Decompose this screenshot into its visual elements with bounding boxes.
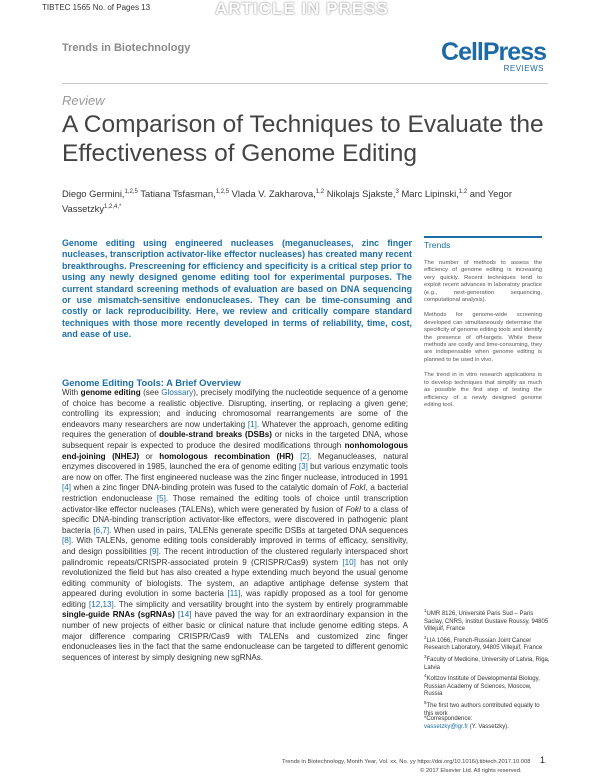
- correspondence-name: (Y. Vassetzky).: [468, 723, 509, 730]
- trends-paragraph: The trend in in vitro research applications is to develop techniques that simplify as much as possible the first step of testing the efficiency of a newly designed genome editing tool.: [424, 372, 542, 408]
- trends-heading: Trends: [424, 240, 451, 250]
- correspondence-email[interactable]: vassetzky@igr.fr: [424, 723, 469, 730]
- abstract: Genome editing using engineered nucleases (meganucleases, zinc finger nucleases, transcription activator-like effector nucleases) has created many recent breakthroughs. Prescreening for efficiency and specificity is a critical step prior to using any newly designed genome editing tool for experimental purposes. The current standard screening methods of evaluation are based on DNA sequencing or use mismatch-sensitive endonucleases. They can be time-consuming and costly or lack reproducibility. Here, we review and critically compare standard techniques with those more recently developed in terms of reliability, time, cost, and ease of use.: [62, 238, 412, 340]
- article-in-press-banner: ARTICLE IN PRESS: [215, 0, 389, 18]
- footer-citation[interactable]: Trends in Biotechnology, Month Year, Vol. xx, No. yy https://doi.org/10.1016/j.tibtech.2017.10.008: [282, 759, 531, 765]
- correspondence: [424, 716, 550, 731]
- page-number: 1: [540, 755, 546, 765]
- trends-paragraph: The number of methods to assess the efficiency of genome editing is increasing very quickly. Recent techniques tend to exploit recent advances in laboratory practice (e.g., next-generation sequencing, computational analysis).: [424, 260, 542, 304]
- trends-box: [424, 236, 542, 417]
- body-paragraph: With genome editing (see Glossary), precisely modifying the nucleotide sequence of a genome of choice has become a realistic objective. Disrupting, inserting, or replacing a given gene; controlling its expression; and inducing chromosomal rearrangements are some of the endeavors many researchers are now undertaking [1]. Whatever the approach, genome editing requires the generation of double-strand breaks (DSBs) or nicks in the targeted DNA, whose subsequent repair is expected to produce the desired modifications through nonhomologous end-joining (NHEJ) or homologous recombination (HR) [2]. Meganucleases, natural enzymes discovered in 1985, launched the era of genome editing [3] but various enzymatic tools are now on offer. The first engineered nuclease was the zinc finger nuclease, introduced in 1991 [4] when a zinc finger DNA-binding protein was fused to the catalytic domain of FokI, a bacterial restriction endonuclease [5]. Those remained the editing tools of choice until transcription activator-like effector nucleases (TALENs), which were generated by fusion of FokI to a class of specific DNA-binding transcription activator-like effectors, were discovered in pathogenic plant bacteria [6,7]. When used in pairs, TALENs generate specific DSBs at targeted DNA sequences [8]. With TALENs, genome editing tools considerably improved in terms of efficacy, sensitivity, and design possibilities [9]. The recent introduction of the clustered regularly interspaced short palindromic repeats/CRISPR-associated protein 9 (CRISPR/Cas9) system [10] has not only revolutionized the field but has also created a hype extending much beyond the usual genome editing community of biologists. The system, an adaptive antiphage defense system that appeared during evolution in some bacteria [11], was rapidly proposed as a tool for genome editing [12,13]. The simplicity and versatility brought into the system by entirely programmable single-guide RNAs (sgRNAs) [14] have paved the way for an extraordinary expansion in the number of new projects of either basic or clinical nature that include genome editing steps. A major difference comparing CRISPR/Cas9 with TALENs and customized zinc finger endonucleases lies in the fact that the same endonuclease can be targeted to different genomic sequences of interest by simply designing new sgRNAs.: [62, 388, 409, 662]
- logo-sub-text: REVIEWS: [503, 64, 544, 73]
- logo-main-text: CellPress: [441, 38, 546, 66]
- article-type: Review: [62, 93, 105, 108]
- header-divider: [62, 83, 548, 84]
- journal-name: Trends in Biotechnology: [62, 42, 191, 54]
- section-heading: Genome Editing Tools: A Brief Overview: [62, 377, 241, 388]
- author-list: Diego Germini,$^{1,2,5}$ Tatiana Tsfasman,$^{1,2,5}$ Vlada V. Zakharova,$^{1,2}$ Nikolajs Sjakste,$^3$ Marc Lipinski,$^{1,2}$ and Yegor Vassetzky$^{1,2,4,*}$: [62, 188, 512, 214]
- article-title: A Comparison of Techniques to Evaluate the Effectiveness of Genome Editing: [62, 111, 544, 167]
- trends-paragraph: Methods for genome-wide screening developed can simultaneously determine the specificity of genome editing tools and identify the presence of off-targets. While these methods are costly and time-consuming, they are indispensable when genome editing is planned to be used in vivo.: [424, 312, 542, 363]
- manuscript-meta: TIBTEC 1565 No. of Pages 13: [42, 3, 151, 12]
- affiliations: $^1$UMR 8126, Université Paris Sud – Paris Saclay, CNRS, Institut Gustave Roussy, 94805 Villejuif, France $^2$LIA 1066, French-Russian Joint Cancer Research Laboratory, 94805 Villejuif, France $^3$Faculty of Medicine, University of Latvia, Riga, Latvia $^4$Koltzov Institute of Developmental Biology, Russian Academy of Sciences, Moscow, Russia $^5$The first two authors contributed equally to this work: [424, 608, 550, 717]
- correspondence-label: *Correspondence:: [424, 716, 473, 722]
- cellpress-logo: [441, 38, 546, 78]
- copyright: © 2017 Elsevier Ltd. All rights reserved.: [420, 768, 522, 774]
- top-bar: [0, 0, 600, 17]
